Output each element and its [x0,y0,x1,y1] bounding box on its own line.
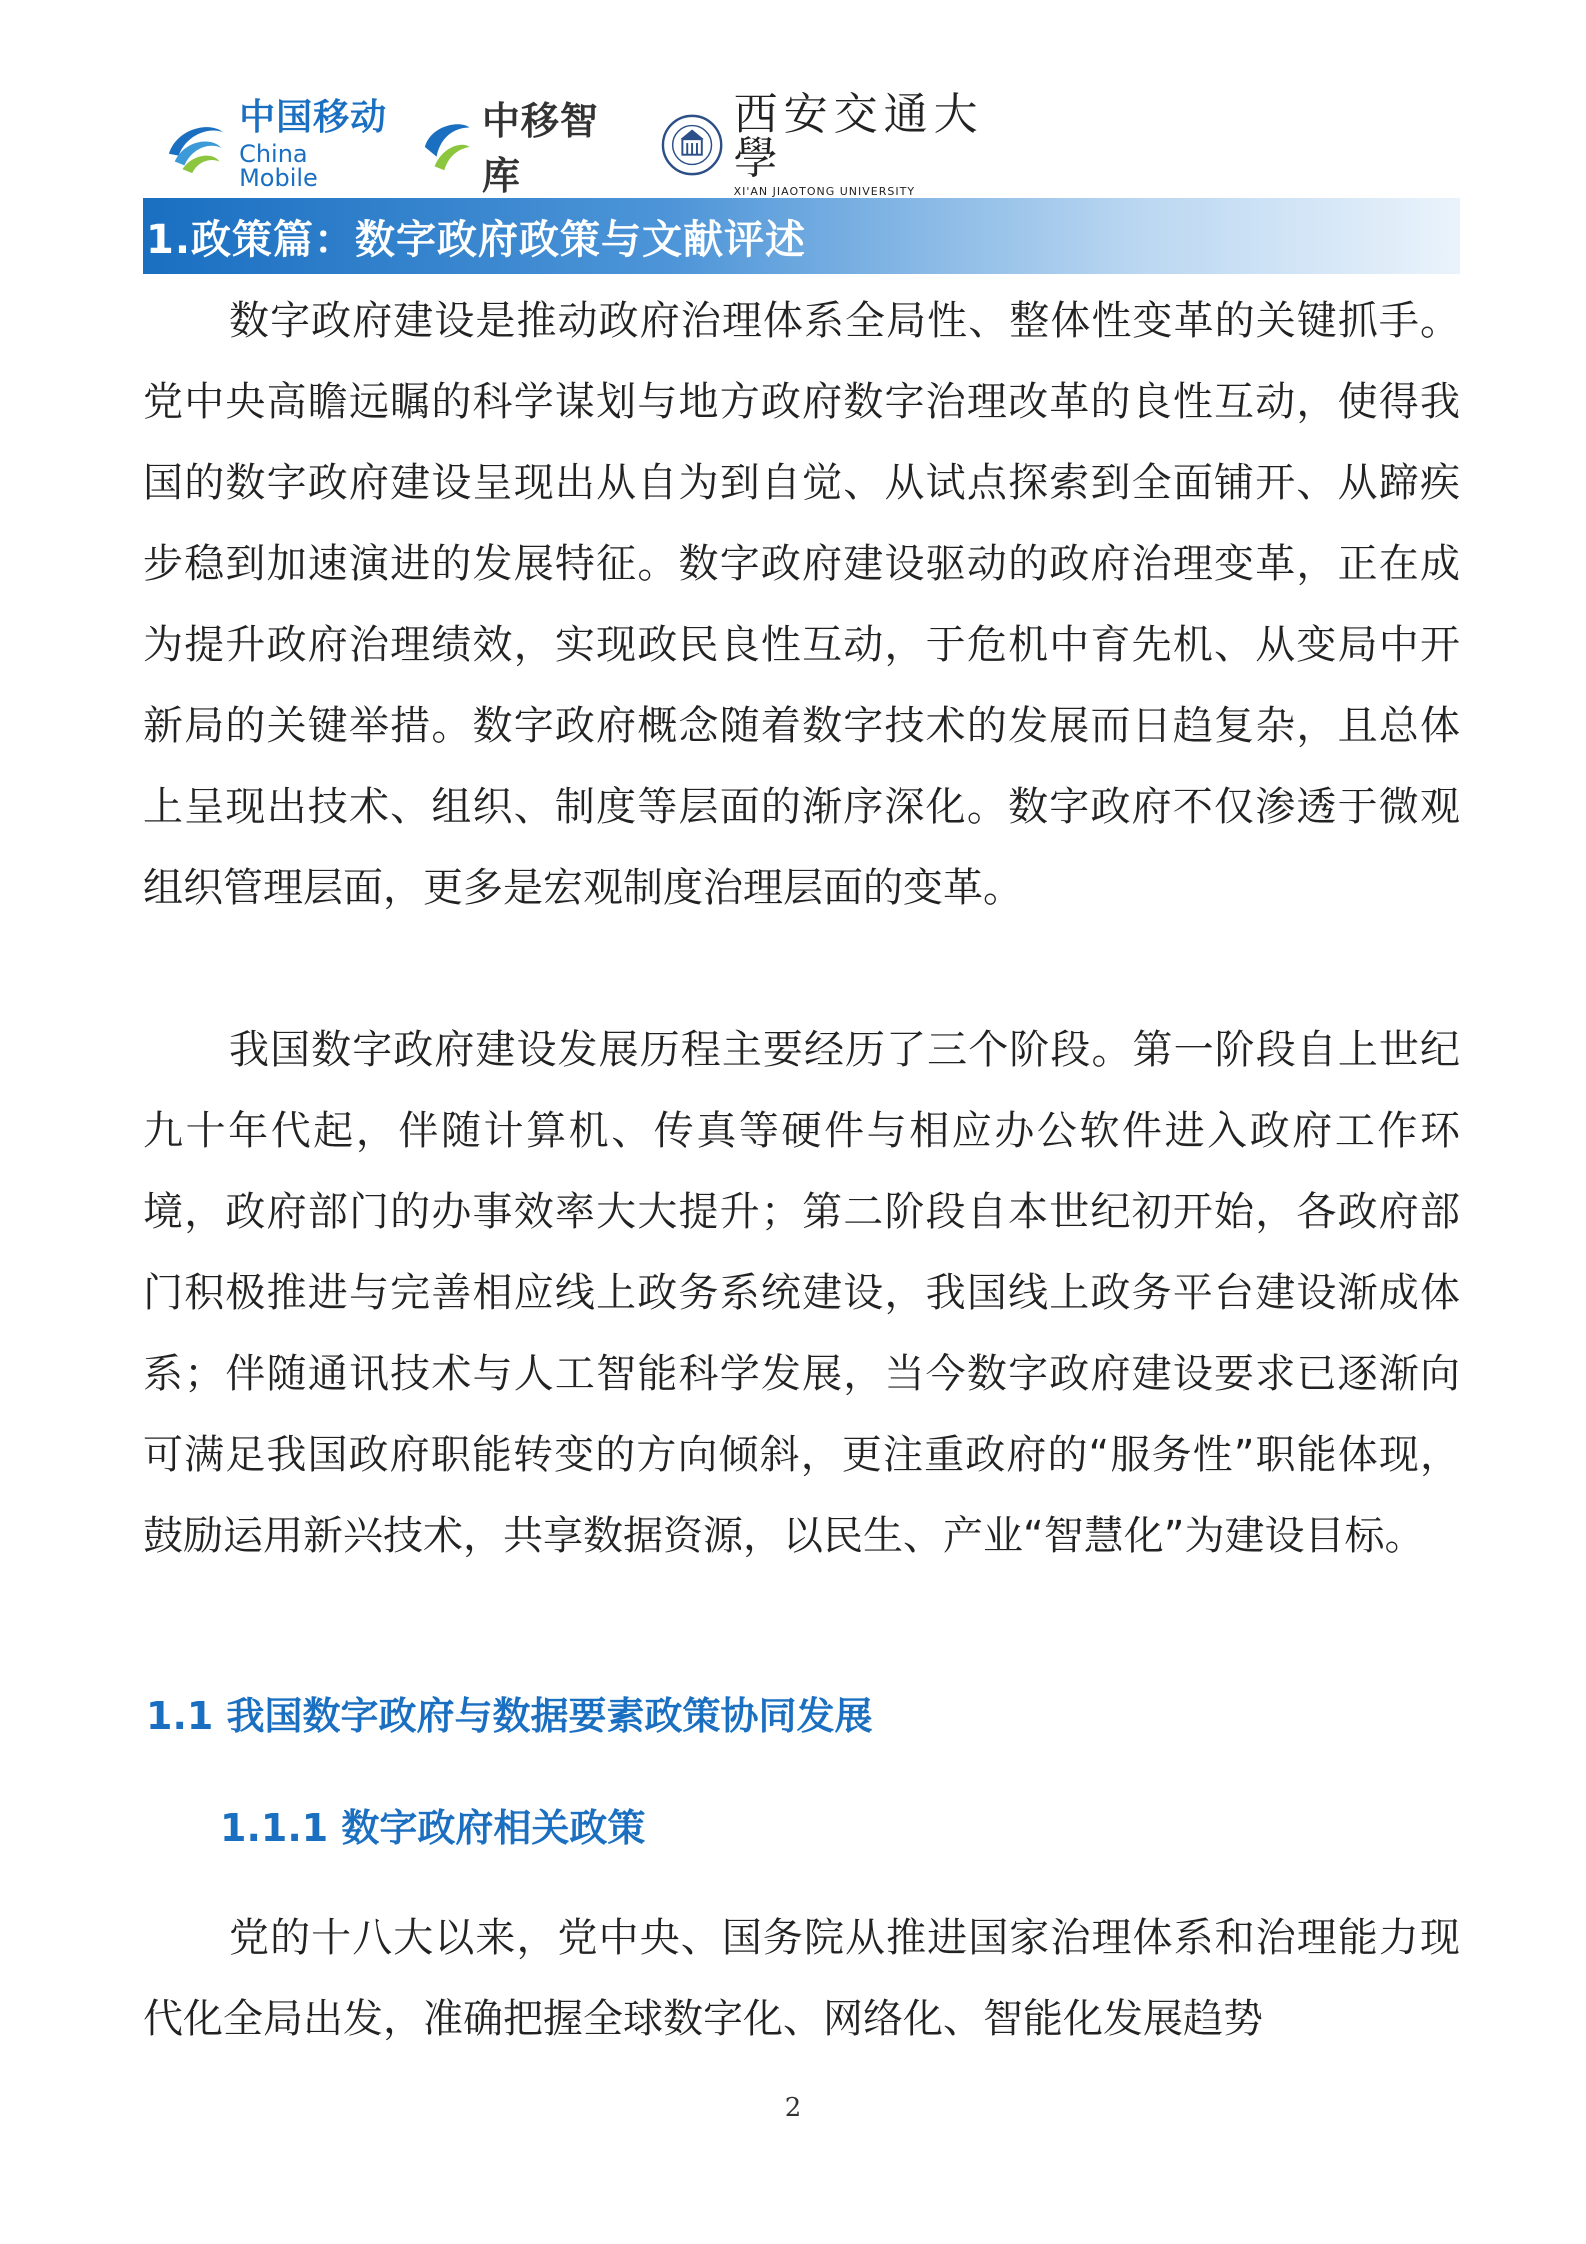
china-mobile-logo [165,97,389,192]
paragraph-1: 数字政府建设是推动政府治理体系全局性、整体性变革的关键抓手。党中央高瞻远瞩的科学谋划与地方政府数字治理改革的良性互动，使得我国的数字政府建设呈现出从自为到自觉、从试点探索到全面铺开、从蹄疾步稳到加速演进的发展特征。数字政府建设驱动的政府治理变革，正在成为提升政府治理绩效，实现政民良性互动，于危机中育先机、从变局中开新局的关键举措。数字政府概念随着数字技术的发展而日趋复杂，且总体上呈现出技术、组织、制度等层面的渐序深化。数字政府不仅渗透于微观组织管理层面，更多是宏观制度治理层面的变革。 [143,298,1460,911]
china-mobile-swirl-icon [165,114,229,176]
heading-1-1-1: 1.1.1 数字政府相关政策 [220,1806,646,1850]
page-number: 2 [784,2093,802,2123]
zhongyi-name: 中移智库 [481,99,599,198]
xjtu-cn: 西安交通大學 [733,89,984,184]
heading-1-1: 1.1 我国数字政府与数据要素政策协同发展 [146,1694,873,1738]
header-logos [165,89,1025,198]
section-title: 1.政策篇：数字政府政策与文献评述 [146,216,807,263]
xjtu-emblem-icon [661,113,723,177]
zhongyi-leaf-icon [421,117,473,173]
china-mobile-cn: 中国移动 [239,97,388,138]
xjtu-logo [661,89,1025,198]
section-title-bar [143,198,1460,274]
xjtu-en: XI'AN JIAOTONG UNIVERSITY [733,185,916,198]
paragraph-2: 我国数字政府建设发展历程主要经历了三个阶段。第一阶段自上世纪九十年代起，伴随计算机、传真等硬件与相应办公软件进入政府工作环境，政府部门的办事效率大大提升；第二阶段自本世纪初开始，各政府部门积极推进与完善相应线上政务系统建设，我国线上政务平台建设渐成体系；伴随通讯技术与人工智能科学发展，当今数字政府建设要求已逐渐向可满足我国政府职能转变的方向倾斜，更注重政府的“服务性”职能体现，鼓励运用新兴技术，共享数据资源，以民生、产业“智慧化”为建设目标。 [143,1027,1460,1559]
zhongyi-think-tank-logo [421,90,633,200]
china-mobile-en: China Mobile [239,140,318,192]
paragraph-3: 党的十八大以来，党中央、国务院从推进国家治理体系和治理能力现代化全局出发，准确把握全球数字化、网络化、智能化发展趋势 [143,1915,1460,2042]
